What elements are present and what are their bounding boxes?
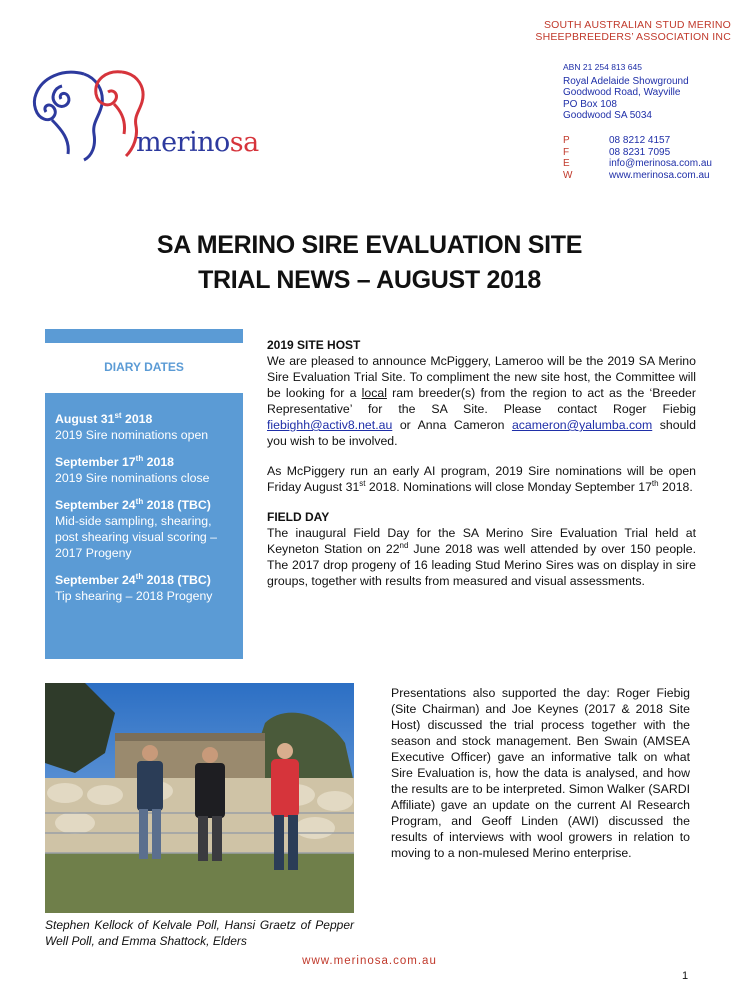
address-line: Goodwood Road, Wayville xyxy=(563,87,681,98)
contact-key: W xyxy=(563,169,573,181)
diary-dates-heading: DIARY DATES xyxy=(104,360,184,374)
photo-caption: Stephen Kellock of Kelvale Poll, Hansi Graetz of Pepper Well Poll, and Emma Shattock, Elders xyxy=(45,918,354,948)
contact-block xyxy=(563,135,712,181)
diary-event-date: September 17th 2018 xyxy=(55,453,174,469)
diary-event xyxy=(55,572,235,604)
logo-word-main: merino xyxy=(136,127,230,158)
diary-event-date: September 24th 2018 (TBC) xyxy=(55,496,211,512)
main-article xyxy=(267,337,696,589)
contact-key: P xyxy=(563,135,570,146)
address-line: PO Box 108 xyxy=(563,98,617,110)
diary-event-text: Tip shearing – 2018 Progeny xyxy=(55,589,213,603)
logo-word-accent: sa xyxy=(229,127,259,158)
address-line: Royal Adelaide Showground xyxy=(563,75,689,87)
page-subtitle: TRIAL NEWS – AUGUST 2018 xyxy=(198,266,541,294)
footer-url[interactable]: www.merinosa.com.au xyxy=(302,955,437,967)
address-block xyxy=(563,62,689,122)
field-day-photo xyxy=(45,683,354,913)
email-link-cameron[interactable]: acameron@yalumba.com xyxy=(511,418,653,432)
sidebar-accent-bar xyxy=(45,329,243,343)
address-line: Goodwood SA 5034 xyxy=(563,110,652,121)
nominations-paragraph: As McPiggery run an early AI program, 2019 Sire nominations will be open Friday August 31st 2018. Nominations will close Monday September 17th 2018. xyxy=(267,464,696,494)
site-host-heading: 2019 SITE HOST xyxy=(267,338,361,352)
page-number: 1 xyxy=(682,970,689,982)
contact-value[interactable]: www.merinosa.com.au xyxy=(609,169,710,181)
diary-event xyxy=(55,497,235,561)
site-host-paragraph: We are pleased to announce McPiggery, Lameroo will be the 2019 SA Merino Sire Evaluation Trial Site. To compliment the new site host, the Committee will be looking for a local ram breeder(s) from the region to act as the ‘Breeder Representative’ for the SA Site. Please contact Roger Fiebig fiebighh@activ8.net.au or Anna Cameron acameron@yalumba.com should you wish to be involved. xyxy=(267,354,696,448)
org-name-line2: SHEEPBREEDERS’ ASSOCIATION INC xyxy=(535,31,731,43)
abn-number: ABN 21 254 813 645 xyxy=(563,62,642,72)
contact-email xyxy=(563,158,712,170)
contact-web xyxy=(563,170,712,182)
page-title: SA MERINO SIRE EVALUATION SITE xyxy=(156,231,583,259)
contact-value[interactable]: info@merinosa.com.au xyxy=(609,158,712,169)
email-link-fiebig[interactable]: fiebighh@activ8.net.au xyxy=(267,418,393,432)
contact-value: 08 8231 7095 xyxy=(609,146,671,158)
diary-event xyxy=(55,411,235,443)
org-name-line1: SOUTH AUSTRALIAN STUD MERINO xyxy=(543,19,731,31)
presentations-paragraph: Presentations also supported the day: Roger Fiebig (Site Chairman) and Joe Keynes (2017 & 2018 Site Host) discussed the trial process together with the season and stock management. Ben Swain (AMSEA Executive Officer) gave an informative talk on what Sire Evaluation is, how the data is analysed, and how the results are to be interpreted. Simon Walker (SARDI Affiliate) gave an update on the current AI Research Program, and Geoff Linden (AWI) discussed the results of interviews with wool growers in relation to moving to a non-mulesed Merino enterprise. xyxy=(391,686,690,860)
diary-event-date: August 31st 2018 xyxy=(55,410,153,426)
organisation-name xyxy=(535,19,731,43)
contact-value: 08 8212 4157 xyxy=(609,135,671,146)
diary-event-date: September 24th 2018 (TBC) xyxy=(55,571,211,587)
field-day-paragraph: The inaugural Field Day for the SA Merino Sire Evaluation Trial held at Keyneton Station on 22nd June 2018 was well attended by over 150 people. The 2017 drop progeny of 16 leading Stud Merino Sires was on display in sire groups, together with results from measured and visual assessments. xyxy=(267,526,696,588)
contact-fax xyxy=(563,147,712,159)
contact-key: F xyxy=(563,146,570,158)
diary-event-text: 2019 Sire nominations close xyxy=(55,471,210,485)
contact-phone xyxy=(563,135,712,147)
diary-event-text: 2019 Sire nominations open xyxy=(55,428,209,442)
diary-event-text: Mid-side sampling, shearing, post shearing visual scoring – 2017 Progeny xyxy=(55,514,217,560)
logo-wordmark xyxy=(136,127,259,158)
diary-event xyxy=(55,454,235,486)
contact-key: E xyxy=(563,158,570,169)
diary-dates-box xyxy=(45,393,243,659)
field-day-heading: FIELD DAY xyxy=(267,510,330,524)
